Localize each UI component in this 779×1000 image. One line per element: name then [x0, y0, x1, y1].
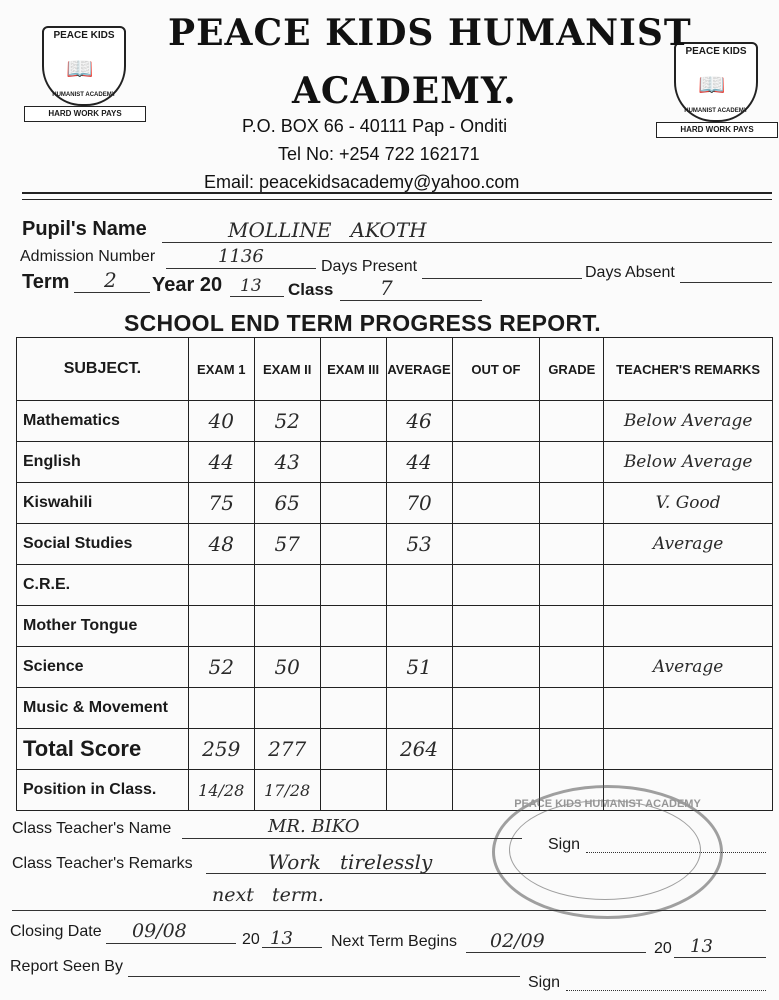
admission-number-line: [166, 268, 316, 269]
exam-2-cell: 50: [254, 647, 320, 688]
table-row: [17, 442, 773, 483]
sign-label: Sign: [548, 836, 581, 853]
logo-name: PEACE KIDS: [53, 30, 115, 41]
logo-motto: HARD WORK PAYS: [24, 106, 146, 122]
exam-3-cell: [320, 770, 386, 811]
next-term-begins-value: 02/09: [490, 930, 545, 952]
remarks-line-2: [12, 910, 766, 911]
table-row-total: [17, 729, 773, 770]
grade-cell: [540, 565, 604, 606]
out-of-cell: [452, 524, 540, 565]
subject-cell: Science: [17, 647, 189, 688]
class-value: 7: [380, 276, 393, 300]
table-row: [17, 647, 773, 688]
grade-cell: [540, 442, 604, 483]
header-exam-3: EXAM III: [320, 338, 386, 401]
subject-cell: Social Studies: [17, 524, 189, 565]
exam-3-cell: [320, 729, 386, 770]
school-address: P.O. BOX 66 - 40111 Pap - Onditi: [242, 116, 508, 136]
days-present-label: Days Present: [321, 258, 418, 275]
logo-motto: HARD WORK PAYS: [656, 122, 778, 138]
pupil-name-value: MOLLINE AKOTH: [228, 218, 427, 242]
grade-cell: [540, 688, 604, 729]
exam-2-cell: 277: [254, 729, 320, 770]
pupil-name-line: [162, 242, 772, 243]
class-teacher-remarks-line2: next term.: [212, 884, 324, 906]
table-row: [17, 524, 773, 565]
class-teacher-name-label: Class Teacher's Name: [12, 820, 172, 837]
subject-cell: English: [17, 442, 189, 483]
book-icon: 📖: [66, 56, 94, 81]
out-of-cell: [452, 401, 540, 442]
exam-3-cell: [320, 442, 386, 483]
grade-cell: [540, 524, 604, 565]
average-cell: 53: [386, 524, 452, 565]
out-of-cell: [452, 565, 540, 606]
exam-3-cell: [320, 565, 386, 606]
exam-1-cell: 259: [188, 729, 254, 770]
report-seen-by-label: Report Seen By: [10, 958, 123, 975]
table-row: [17, 606, 773, 647]
next-year-line: [674, 957, 766, 958]
logo-sub: HUMANIST ACADEMY: [52, 92, 116, 98]
year-label: Year 20: [152, 274, 223, 296]
school-tel: Tel No: +254 722 162171: [278, 144, 480, 164]
remark-cell: [604, 688, 773, 729]
remark-cell: [604, 729, 773, 770]
remark-cell: Average: [604, 524, 773, 565]
subject-cell: Position in Class.: [17, 770, 189, 811]
grade-cell: [540, 606, 604, 647]
exam-3-cell: [320, 483, 386, 524]
pupil-name-label: Pupil's Name: [22, 218, 147, 240]
exam-1-cell: [188, 606, 254, 647]
average-cell: [386, 770, 452, 811]
school-name-line1: PEACE KIDS HUMANIST: [168, 12, 692, 54]
out-of-cell: [452, 688, 540, 729]
out-of-cell: [452, 729, 540, 770]
logo-sub: HUMANIST ACADEMY: [684, 108, 748, 114]
class-teacher-name-value: MR. BIKO: [268, 816, 360, 837]
table-row: [17, 401, 773, 442]
closing-year-value: 13: [270, 928, 293, 949]
exam-2-cell: [254, 688, 320, 729]
average-cell: [386, 606, 452, 647]
exam-2-cell: 43: [254, 442, 320, 483]
average-cell: 51: [386, 647, 452, 688]
table-row: [17, 483, 773, 524]
subject-cell: Music & Movement: [17, 688, 189, 729]
exam-2-cell: 57: [254, 524, 320, 565]
next-year-value: 13: [690, 936, 713, 957]
grade-cell: [540, 647, 604, 688]
term-label: Term: [22, 271, 70, 293]
header-out-of: OUT OF: [452, 338, 540, 401]
next-term-begins-label: Next Term Begins: [331, 933, 457, 950]
average-cell: 264: [386, 729, 452, 770]
admission-number-label: Admission Number: [20, 248, 156, 265]
subject-cell: C.R.E.: [17, 565, 189, 606]
days-present-line: [422, 278, 582, 279]
stamp-text: PEACE KIDS HUMANIST ACADEMY: [514, 798, 701, 810]
header-exam-1: EXAM 1: [188, 338, 254, 401]
exam-1-cell: [188, 565, 254, 606]
sign-line: [586, 852, 766, 853]
exam-1-cell: 48: [188, 524, 254, 565]
next-term-begins-line: [466, 952, 646, 953]
header-subject: SUBJECT.: [17, 338, 189, 401]
remark-cell: [604, 565, 773, 606]
average-cell: [386, 565, 452, 606]
class-label: Class: [288, 280, 334, 299]
days-absent-label: Days Absent: [585, 264, 675, 281]
exam-2-cell: 17/28: [254, 770, 320, 811]
remark-cell: Average: [604, 647, 773, 688]
subject-cell: Kiswahili: [17, 483, 189, 524]
logo-name: PEACE KIDS: [685, 46, 747, 57]
header-grade: GRADE: [540, 338, 604, 401]
next-year-label: 20: [654, 940, 672, 957]
exam-2-cell: [254, 565, 320, 606]
exam-2-cell: 65: [254, 483, 320, 524]
school-email: Email: peacekidsacademy@yahoo.com: [204, 172, 520, 192]
header-average: AVERAGE: [386, 338, 452, 401]
exam-1-cell: 75: [188, 483, 254, 524]
class-teacher-name-line: [182, 838, 522, 839]
closing-date-line: [106, 943, 236, 944]
stamp-inner-ring: [509, 800, 701, 900]
book-icon: 📖: [698, 72, 726, 97]
average-cell: [386, 688, 452, 729]
term-line: [74, 292, 150, 293]
exam-1-cell: 14/28: [188, 770, 254, 811]
closing-year-label: 20: [242, 931, 260, 948]
school-name-line2: ACADEMY.: [292, 70, 517, 112]
exam-2-cell: [254, 606, 320, 647]
subject-cell: Mother Tongue: [17, 606, 189, 647]
table-row: [17, 688, 773, 729]
exam-3-cell: [320, 688, 386, 729]
average-cell: 46: [386, 401, 452, 442]
exam-3-cell: [320, 647, 386, 688]
class-teacher-remarks-label: Class Teacher's Remarks: [12, 855, 193, 872]
class-line: [340, 300, 482, 301]
out-of-cell: [452, 483, 540, 524]
remark-cell: V. Good: [604, 483, 773, 524]
term-value: 2: [104, 268, 117, 292]
table-row: [17, 565, 773, 606]
exam-1-cell: 52: [188, 647, 254, 688]
average-cell: 70: [386, 483, 452, 524]
school-logo-left: [24, 12, 144, 130]
subject-cell: Total Score: [17, 729, 189, 770]
subject-cell: Mathematics: [17, 401, 189, 442]
header-rule-2: [22, 199, 772, 200]
header-teacher-remarks: TEACHER'S REMARKS: [604, 338, 773, 401]
report-title: SCHOOL END TERM PROGRESS REPORT.: [124, 310, 601, 336]
exam-3-cell: [320, 401, 386, 442]
admission-number-value: 1136: [218, 246, 264, 267]
year-value: 13: [240, 276, 262, 296]
average-cell: 44: [386, 442, 452, 483]
out-of-cell: [452, 442, 540, 483]
exam-1-cell: 40: [188, 401, 254, 442]
exam-1-cell: 44: [188, 442, 254, 483]
closing-date-label: Closing Date: [10, 923, 102, 940]
report-seen-by-line: [128, 976, 520, 977]
year-line: [230, 296, 284, 297]
closing-date-value: 09/08: [132, 920, 187, 942]
grade-cell: [540, 729, 604, 770]
exam-3-cell: [320, 606, 386, 647]
sign-2-line: [566, 990, 766, 991]
exam-3-cell: [320, 524, 386, 565]
exam-2-cell: 52: [254, 401, 320, 442]
class-teacher-remarks-line1: Work tirelessly: [268, 850, 433, 874]
header-exam-2: EXAM II: [254, 338, 320, 401]
out-of-cell: [452, 647, 540, 688]
remark-cell: [604, 606, 773, 647]
days-absent-line: [680, 282, 772, 283]
remark-cell: Below Average: [604, 401, 773, 442]
sign-2-label: Sign: [528, 974, 561, 991]
grades-table: [16, 337, 773, 811]
header-rule: [22, 192, 772, 194]
grade-cell: [540, 401, 604, 442]
out-of-cell: [452, 606, 540, 647]
table-header-row: [17, 338, 773, 401]
grade-cell: [540, 483, 604, 524]
exam-1-cell: [188, 688, 254, 729]
remark-cell: Below Average: [604, 442, 773, 483]
